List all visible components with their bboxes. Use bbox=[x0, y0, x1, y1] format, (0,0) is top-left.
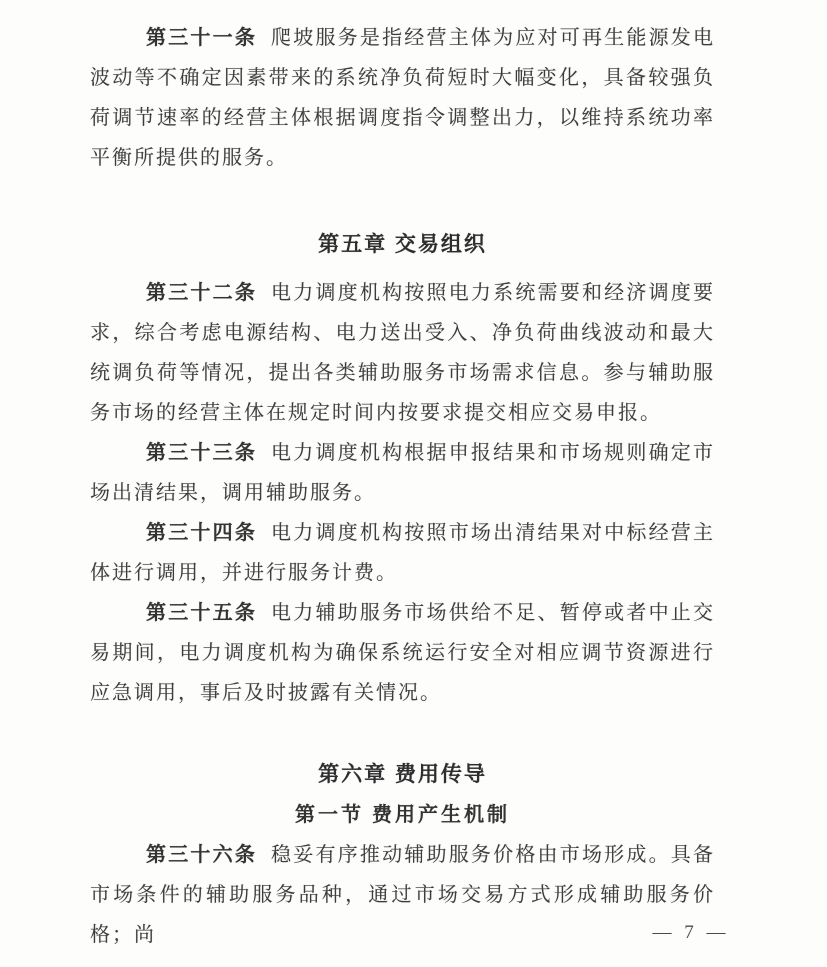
article-35-number: 第三十五条 bbox=[146, 602, 258, 624]
article-36-paragraph bbox=[90, 835, 715, 955]
article-32-paragraph bbox=[90, 273, 715, 433]
article-33-number: 第三十三条 bbox=[146, 442, 258, 464]
article-32-text: 电力调度机构按照电力系统需要和经济调度要求，综合考虑电源结构、电力送出受入、净负荷曲线波动和最大统调负荷等情况，提出各类辅助服务市场需求信息。参与辅助服务市场的经营主体在规定时间内按要求提交相应交易申报。 bbox=[90, 282, 716, 424]
article-31-number: 第三十一条 bbox=[146, 27, 258, 49]
article-33-text: 电力调度机构根据申报结果和市场规则确定市场出清结果，调用辅助服务。 bbox=[90, 442, 716, 504]
article-35-paragraph bbox=[90, 593, 715, 713]
article-34-number: 第三十四条 bbox=[146, 522, 258, 544]
chapter-5-heading: 第五章 交易组织 bbox=[318, 233, 487, 256]
article-36-text: 稳妥有序推动辅助服务价格由市场形成。具备市场条件的辅助服务品种，通过市场交易方式形成辅助服务价格；尚 bbox=[90, 844, 716, 946]
article-33-paragraph bbox=[90, 433, 715, 513]
article-34-paragraph bbox=[90, 513, 715, 593]
article-31-paragraph bbox=[90, 18, 715, 178]
article-34-text: 电力调度机构按照市场出清结果对中标经营主体进行调用，并进行服务计费。 bbox=[90, 522, 716, 584]
section-1-heading: 第一节 费用产生机制 bbox=[295, 804, 510, 826]
article-35-text: 电力辅助服务市场供给不足、暂停或者中止交易期间，电力调度机构为确保系统运行安全对相应调节资源进行应急调用，事后及时披露有关情况。 bbox=[90, 602, 716, 704]
chapter-6-heading: 第六章 费用传导 bbox=[318, 763, 487, 786]
article-36-number: 第三十六条 bbox=[146, 844, 258, 866]
page-number: — 7 — bbox=[652, 922, 730, 943]
article-32-number: 第三十二条 bbox=[146, 282, 258, 304]
article-31-text: 爬坡服务是指经营主体为应对可再生能源发电波动等不确定因素带来的系统净负荷短时大幅变化，具备较强负荷调节速率的经营主体根据调度指令调整出力，以维持系统功率平衡所提供的服务。 bbox=[90, 27, 716, 169]
